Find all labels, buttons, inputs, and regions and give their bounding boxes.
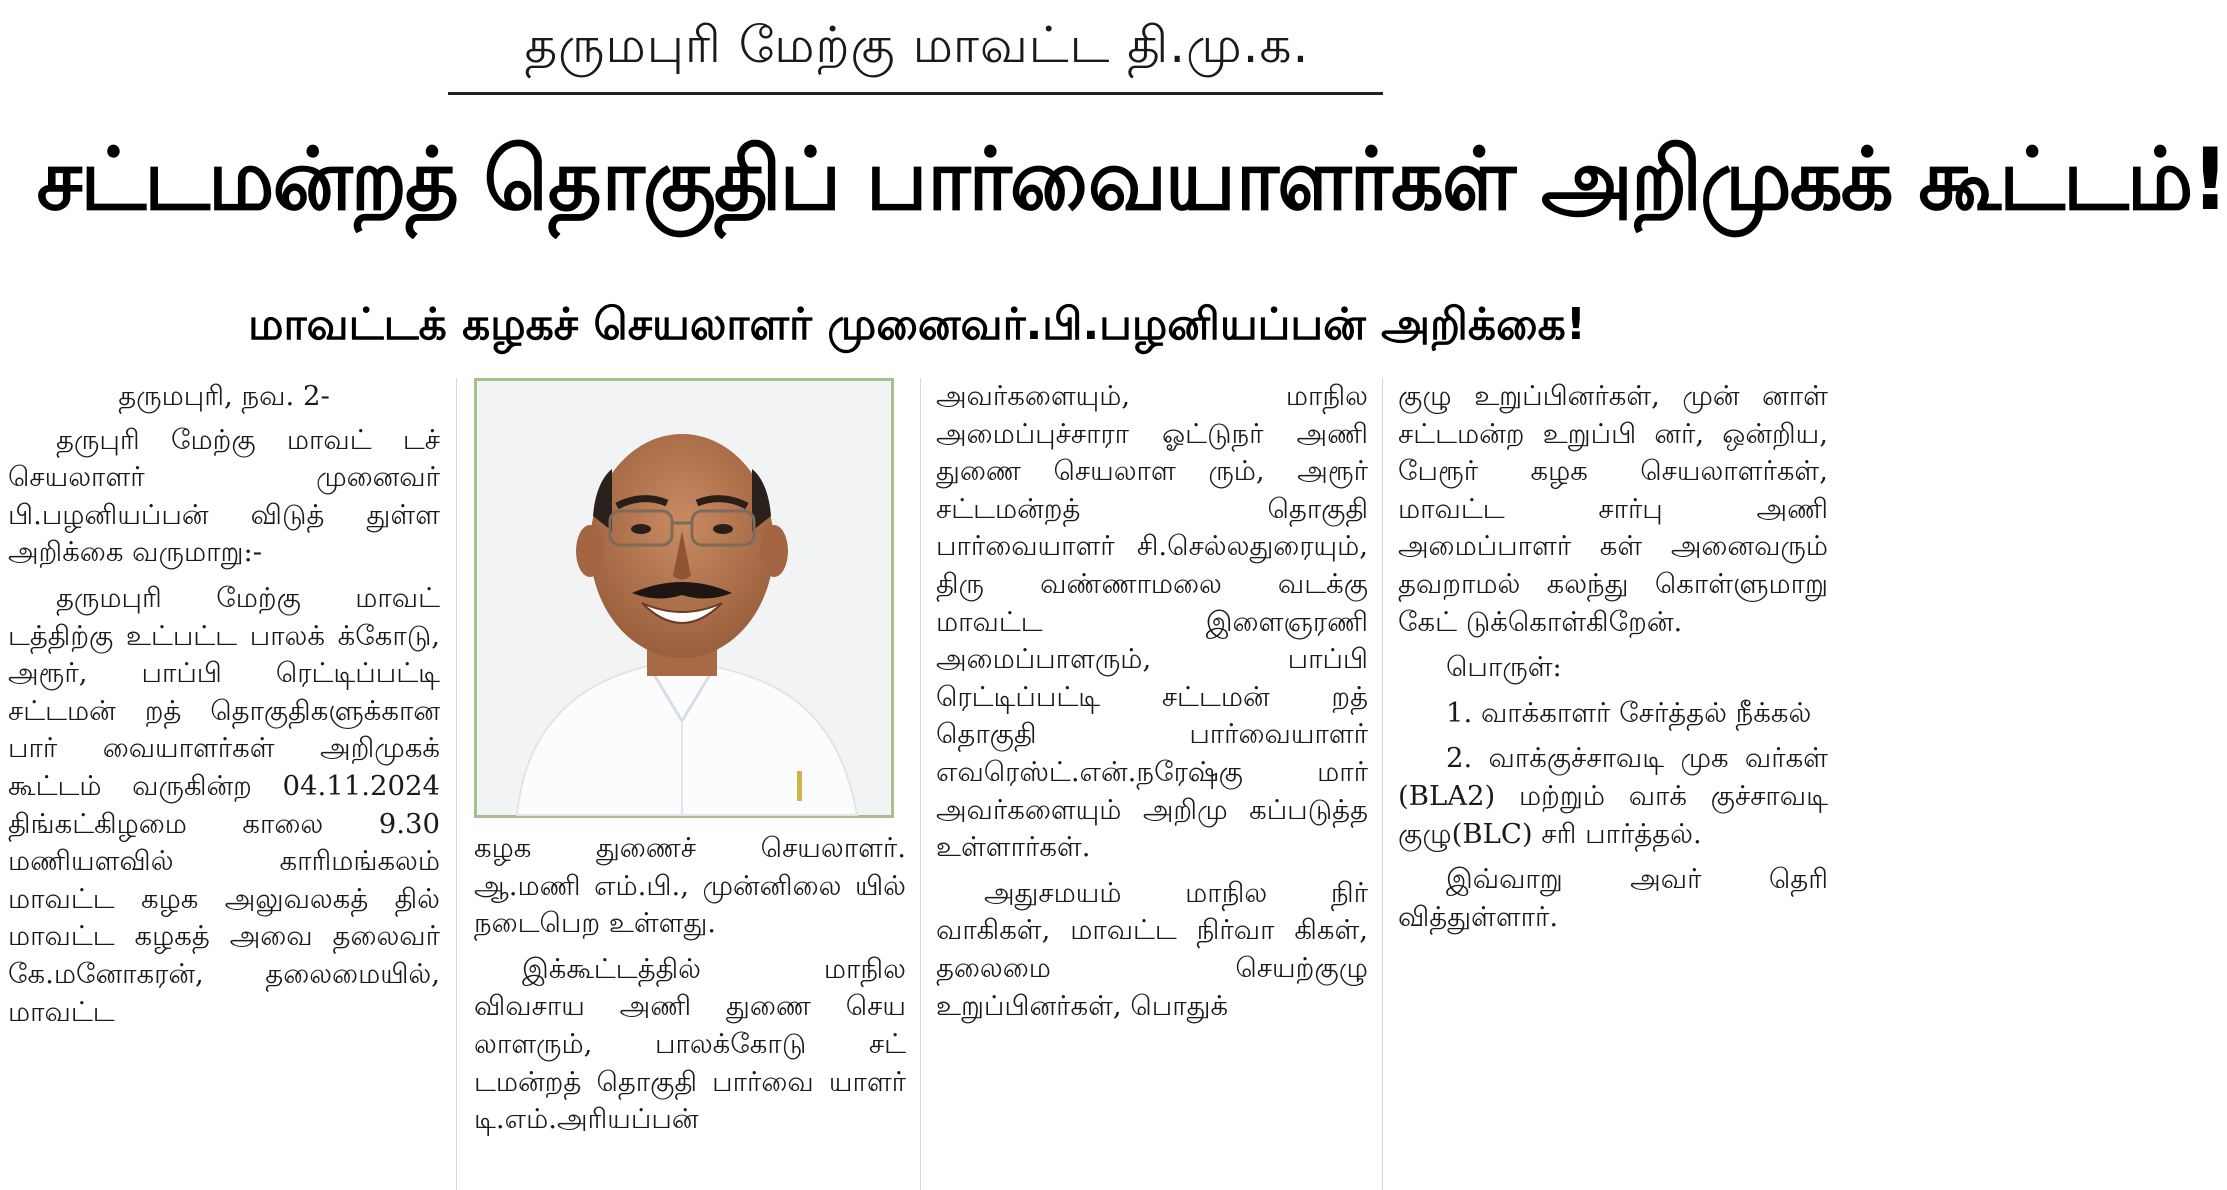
closing-line: இவ்வாறு அவர் தெரி வித்துள்ளார். xyxy=(1398,863,1828,933)
article-column-4 xyxy=(1398,378,1828,1190)
article-column-3 xyxy=(936,378,1368,1190)
paragraph: அதுசமயம் மாநில நிர் வாகிகள், மாவட்ட நிர்வா கிகள், தலைமை செயற்குழு உறுப்பினர்கள், பொதுக் xyxy=(936,876,1368,1022)
portrait-illustration xyxy=(477,381,891,815)
article-column-1 xyxy=(8,378,440,1190)
dateline: தருமபுரி, நவ. 2- xyxy=(118,380,330,412)
kicker-title: தருமபுரி மேற்கு மாவட்ட தி.மு.க. xyxy=(524,16,1310,74)
column-divider xyxy=(456,378,457,1190)
subheadline: மாவட்டக் கழகச் செயலாளர் முனைவர்.பி.பழனியப்பன் அறிக்கை! xyxy=(248,299,1586,350)
paragraph: தருமபுரி மேற்கு மாவட் டத்திற்கு உட்பட்ட பாலக் க்கோடு, அரூர், பாப்பி ரெட்டிப்பட்டி சட்டமன் றத் தொகுதிகளுக்கான பார் வையாளர்கள் அறிமுகக் கூட்டம் வருகின்ற 04.11.2024 திங்கட்கிழமை காலை 9.30 மணியளவில் காரிமங்கலம் மாவட்ட கழக அலுவலகத் தில் மாவட்ட கழகத் அவை தலைவர் கே.மனோகரன், தலைமையில், மாவட்ட xyxy=(8,581,440,1028)
article-column-2 xyxy=(474,830,906,1190)
headline: சட்டமன்றத் தொகுதிப் பார்வையாளர்கள் அறிமுகக் கூட்டம்! xyxy=(36,130,2227,230)
column-divider xyxy=(920,378,921,1190)
paragraph: குழு உறுப்பினர்கள், முன் னாள் சட்டமன்ற உறுப்பி னர், ஒன்றிய, பேரூர் கழக செயலாளர்கள், மாவட்ட சார்பு அணி அமைப்பாளர் கள் அனைவரும் தவறாமல் கலந்து கொள்ளுமாறு கேட் டுக்கொள்கிறேன். xyxy=(1398,380,1828,638)
paragraph: அவர்களையும், மாநில அமைப்புச்சாரா ஓட்டுநர் அணி துணை செயலாள ரும், அரூர் சட்டமன்றத் தொகுதி பார்வையாளர் சி.செல்லதுரையும், திரு வண்ணாமலை வடக்கு மாவட்ட இளைஞரணி அமைப்பாளரும், பாப்பி ரெட்டிப்பட்டி சட்டமன் றத் தொகுதி பார்வையாளர் எவரெஸ்ட்.என்.நரேஷ்கு மார் அவர்களையும் அறிமு கப்படுத்த உள்ளார்கள். xyxy=(936,380,1368,864)
paragraph: இக்கூட்டத்தில் மாநில விவசாய அணி துணை செய லாளரும், பாலக்கோடு சட் டமன்றத் தொகுதி பார்வை யாளர் டி.எம்.அரியப்பன் xyxy=(474,952,906,1136)
agenda-item-2: 2. வாக்குச்சாவடி முக வர்கள் (BLA2) மற்றும் வாக் குச்சாவடி குழு(BLC) சரி பார்த்தல். xyxy=(1398,742,1828,850)
agenda-item-1: 1. வாக்காளர் சேர்த்தல் நீக்கல் xyxy=(1446,696,1812,729)
column-divider xyxy=(1382,378,1383,1190)
agenda-label: பொருள்: xyxy=(1446,651,1562,684)
paragraph: கழக துணைச் செயலாளர். ஆ.மணி எம்.பி., முன்னிலை யில் நடைபெற உள்ளது. xyxy=(474,832,906,940)
portrait-photo xyxy=(474,378,894,818)
paragraph: தருபுரி மேற்கு மாவட் டச் செயலாளர் முனைவர் பி.பழனியப்பன் விடுத் துள்ள அறிக்கை வருமாறு:- xyxy=(8,423,440,569)
kicker-underline xyxy=(448,92,1383,95)
